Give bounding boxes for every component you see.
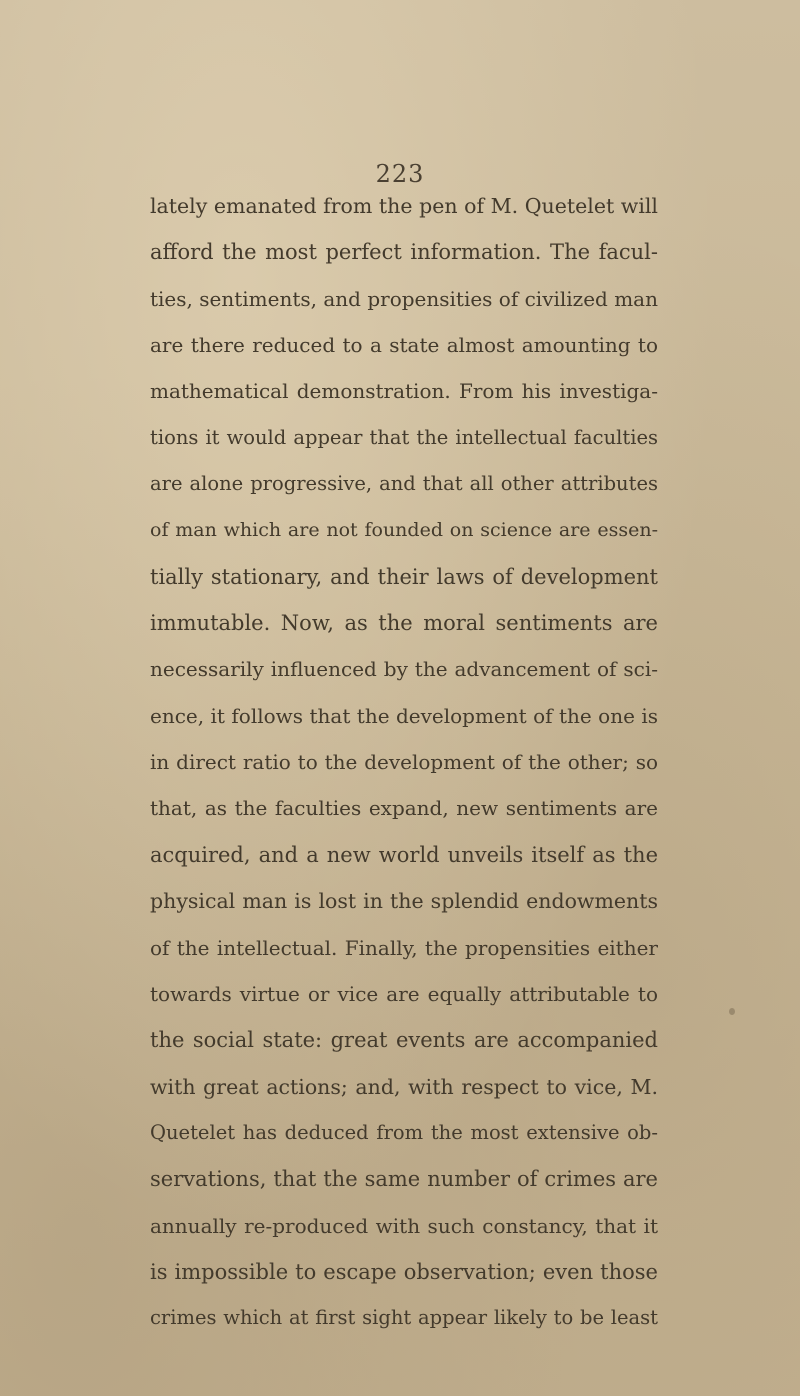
text-line: towards virtue or vice are equally attributable to: [150, 981, 658, 1006]
text-line: in direct ratio to the development of the other; so: [150, 750, 658, 775]
text-line: afford the most perfect information. The facul-: [150, 240, 658, 265]
body-text: [150, 183, 658, 1342]
text-line: of the intellectual. Finally, the propensities either: [150, 935, 658, 960]
page-number: 223: [375, 160, 425, 188]
text-line: are there reduced to a state almost amounting to: [150, 333, 658, 358]
text-line: ties, sentiments, and propensities of civilized man: [150, 286, 658, 311]
text-line: tially stationary, and their laws of development: [150, 564, 658, 589]
text-line: is impossible to escape observation; even those: [150, 1259, 658, 1284]
text-line: with great actions; and, with respect to vice, M.: [150, 1074, 658, 1099]
text-line: Quetelet has deduced from the most extensive ob-: [150, 1120, 658, 1144]
text-line: physical man is lost in the splendid endowments: [150, 889, 658, 914]
paper-speck: [729, 1008, 735, 1015]
text-line: annually re-produced with such constancy, that it: [150, 1213, 658, 1238]
text-line: ence, it follows that the development of the one is: [150, 703, 658, 728]
text-line: mathematical demonstration. From his investiga-: [150, 379, 658, 404]
text-line: the social state: great events are accompanied: [150, 1028, 658, 1053]
text-line: immutable. Now, as the moral sentiments are: [150, 611, 658, 636]
text-line: acquired, and a new world unveils itself as the: [150, 842, 658, 867]
text-line: servations, that the same number of crimes are: [150, 1167, 658, 1192]
text-line: crimes which at first sight appear likely to be least: [150, 1306, 658, 1330]
text-line: necessarily influenced by the advancement of sci-: [150, 657, 658, 682]
text-line: are alone progressive, and that all other attributes: [150, 472, 658, 496]
text-line: that, as the faculties expand, new sentiments are: [150, 796, 658, 821]
text-line: tions it would appear that the intellectual faculties: [150, 425, 658, 449]
text-line: lately emanated from the pen of M. Quetelet will: [150, 194, 658, 218]
text-line: of man which are not founded on science are essen-: [150, 519, 658, 542]
